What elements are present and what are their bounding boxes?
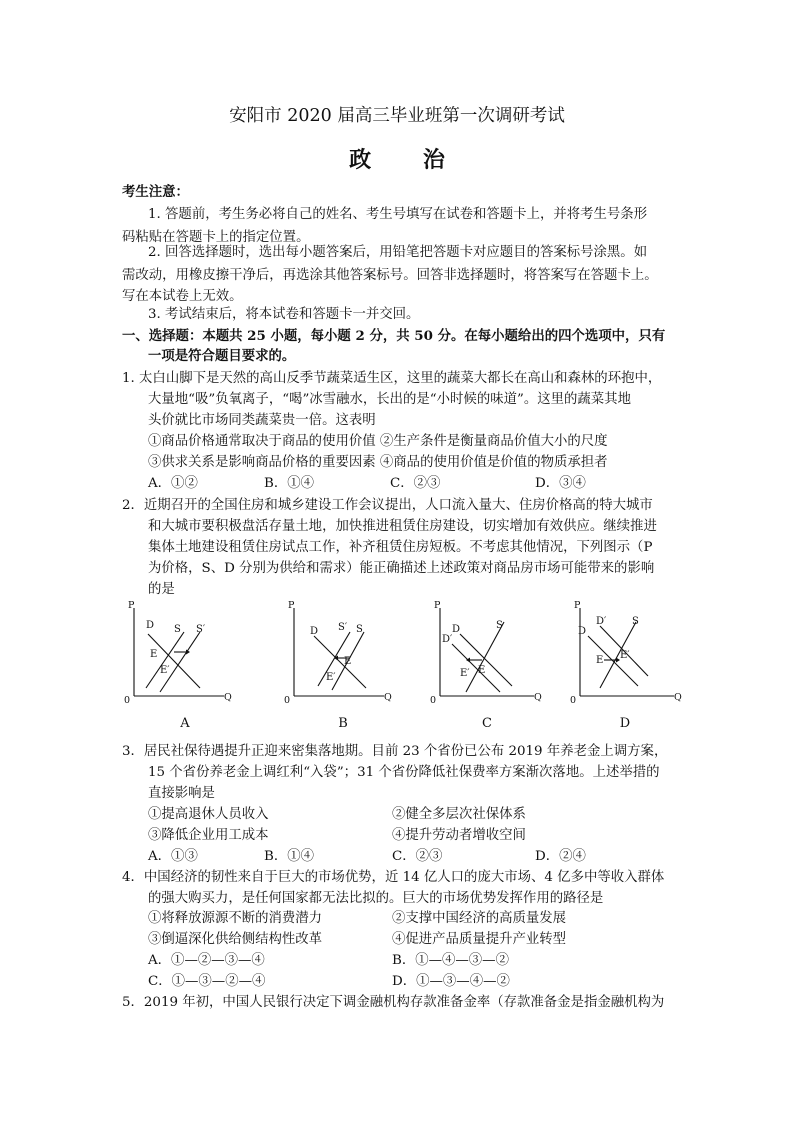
e-label: E	[150, 649, 158, 660]
e-label: E	[478, 665, 486, 676]
question-stem: 头价就比市场同类蔬菜贵一倍。这表明	[148, 413, 376, 428]
question-stem: 的强大购买力，是任何国家都无法比拟的。巨大的市场优势发挥作用的路径是	[148, 891, 604, 906]
p-axis-label: P	[574, 600, 581, 611]
exam-subject: 政 治	[349, 147, 467, 173]
option: C．②③	[390, 476, 441, 491]
option: A．①③	[148, 849, 198, 864]
graph-caption: A	[180, 716, 190, 731]
origin-label: 0	[124, 695, 131, 706]
origin-label: 0	[570, 695, 577, 706]
q-axis-label: Q	[224, 692, 232, 703]
graph-b	[280, 600, 390, 706]
d-shift-label: D′	[442, 634, 453, 645]
statement: ①商品价格通常取决于商品的使用价值 ②生产条件是衡量商品价值大小的尺度	[148, 434, 608, 449]
option: A．①②	[148, 476, 198, 491]
d-shift-label: D′	[596, 616, 607, 627]
notice-line: 码粘贴在答题卡上的指定位置。	[122, 230, 310, 245]
p-axis-label: P	[288, 600, 295, 611]
statement: ③降低企业用工成本	[148, 828, 269, 843]
exam-title: 安阳市 2020 届高三毕业班第一次调研考试	[229, 106, 565, 126]
question-stem: 集体土地建设租赁住房试点工作，补齐租赁住房短板。不考虑其他情况，下列图示（P	[148, 540, 653, 555]
graph-caption: B	[338, 716, 348, 731]
option: B．①④	[264, 849, 315, 864]
question-stem: 15 个省份养老金上调红利“入袋”；31 个省份降低社保费率方案渐次落地。上述举措的	[148, 765, 660, 780]
p-axis-label: P	[128, 600, 135, 611]
graph-caption: C	[482, 716, 492, 731]
statement: ④促进产品质量提升产业转型	[392, 932, 567, 947]
s-shift-label: S′	[338, 622, 348, 633]
option: A．①—②—③—④	[148, 953, 265, 968]
q-axis-label: Q	[384, 692, 392, 703]
d-label: D	[310, 626, 319, 637]
origin-label: 0	[430, 695, 437, 706]
option: C．①—③—②—④	[148, 974, 266, 989]
s-shift-label: S′	[196, 624, 206, 635]
section-heading: 一、选择题：本题共 25 小题，每小题 2 分，共 50 分。在每小题给出的四个选项中，只有	[122, 328, 666, 344]
statement: ④提升劳动者增收空间	[392, 828, 526, 843]
question-stem: 大量地“吸”负氧离子，“喝”冰雪融水，长出的是“小时候的味道”。这里的蔬菜其地	[148, 392, 631, 407]
q-axis-label: Q	[674, 692, 682, 703]
s-label: S	[632, 616, 639, 627]
question-stem: 2．近期召开的全国住房和城乡建设工作会议提出，人口流入量大、住房价格高的特大城市	[122, 498, 653, 513]
question-stem: 和大城市要积极盘活存量土地，加快推进租赁住房建设，切实增加有效供应。继续推进	[148, 519, 657, 534]
graph-d	[564, 600, 684, 706]
question-stem: 的是	[148, 582, 175, 597]
option: B．①—④—③—②	[392, 953, 509, 968]
statement: ②健全多层次社保体系	[392, 807, 526, 822]
question-stem: 5．2019 年初，中国人民银行决定下调金融机构存款准备金率（存款准备金是指金融机构为	[122, 995, 665, 1010]
notice-line: 需改动，用橡皮擦干净后，再选涂其他答案标号。回答非选择题时，将答案写在答题卡上。	[122, 268, 658, 283]
d-label: D	[146, 620, 155, 631]
s-label: S	[174, 624, 181, 635]
statement: ③供求关系是影响商品价格的重要因素 ④商品的使用价值是价值的物质承担者	[148, 455, 608, 470]
e-label: E	[344, 656, 352, 667]
notice-line: 3. 考试结束后，将本试卷和答题卡一并交回。	[148, 307, 420, 322]
s-label: S	[356, 624, 363, 635]
option: C．②③	[392, 849, 443, 864]
statement: ①提高退休人员收入	[148, 807, 269, 822]
graph-caption: D	[619, 716, 631, 731]
option: B．①④	[264, 476, 315, 491]
option: D．②④	[535, 849, 586, 864]
graph-c	[424, 600, 544, 706]
statement: ②支撑中国经济的高质量发展	[392, 911, 567, 926]
d-label: D	[578, 626, 587, 637]
origin-label: 0	[284, 695, 291, 706]
e-shift-label: E′	[160, 665, 170, 676]
d-label: D	[452, 624, 461, 635]
q-axis-label: Q	[534, 692, 542, 703]
question-stem: 3．居民社保待遇提升正迎来密集落地期。目前 23 个省份已公布 2019 年养老金上调方案，	[122, 744, 668, 759]
s-label: S	[496, 620, 503, 631]
question-stem: 4．中国经济的韧性来自于巨大的市场优势，近 14 亿人口的庞大市场、4 亿多中等收入群体	[122, 870, 665, 885]
option: D．③④	[535, 476, 586, 491]
e-shift-label: E′	[460, 668, 470, 679]
notice-line: 写在本试卷上无效。	[122, 289, 243, 304]
e-shift-label: E′	[326, 672, 336, 683]
option: D．①—③—④—②	[392, 974, 510, 989]
question-stem: 1. 太白山脚下是天然的高山反季节蔬菜适生区，这里的蔬菜大都长在高山和森林的环抱中，	[122, 371, 662, 386]
e-label: E	[596, 655, 604, 666]
statement: ①将释放源源不断的消费潜力	[148, 911, 323, 926]
question-stem: 直接影响是	[148, 786, 215, 801]
section-heading: 一项是符合题目要求的。	[148, 348, 296, 364]
question-stem: 为价格，S、D 分别为供给和需求）能正确描述上述政策对商品房市场可能带来的影响	[148, 561, 655, 576]
notice-line: 1. 答题前，考生务必将自己的姓名、考生号填写在试卷和答题卡上，并将考生号条形	[148, 207, 648, 222]
p-axis-label: P	[434, 600, 441, 611]
statement: ③倒逼深化供给侧结构性改革	[148, 932, 323, 947]
notice-heading: 考生注意：	[122, 184, 189, 200]
e-shift-label: E′	[620, 650, 630, 661]
graph-a	[120, 600, 230, 706]
notice-line: 2. 回答选择题时，选出每小题答案后，用铅笔把答题卡对应题目的答案标号涂黑。如	[148, 245, 648, 260]
